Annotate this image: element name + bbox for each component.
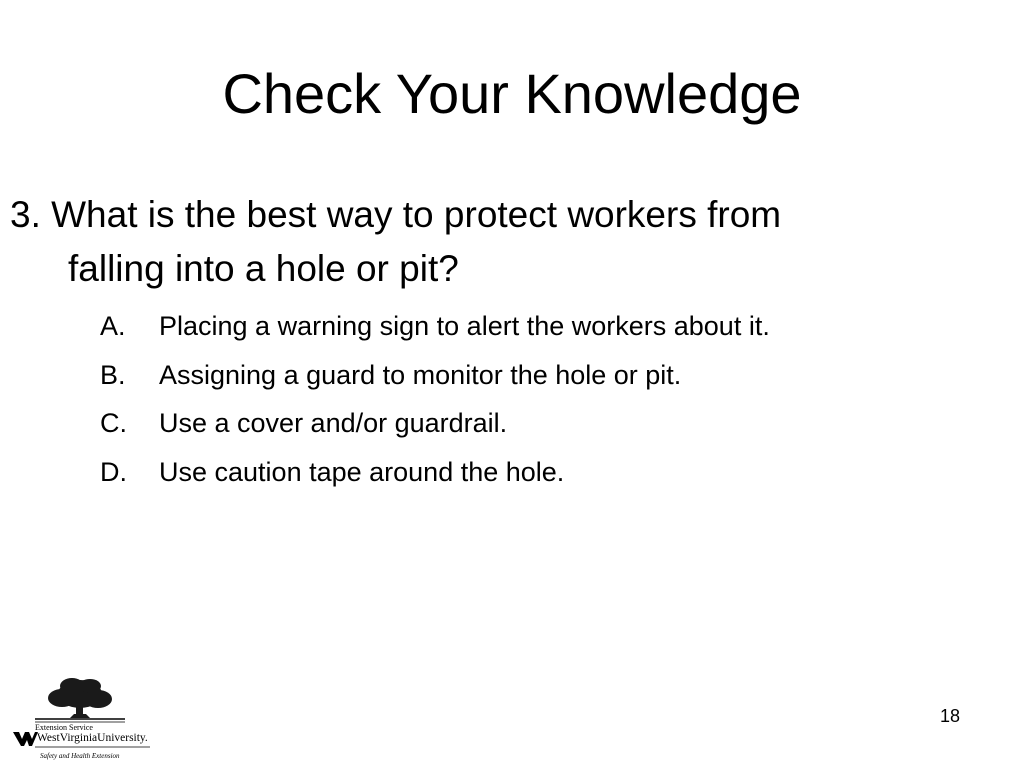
option-a: [100, 306, 770, 355]
option-text: Placing a warning sign to alert the workers about it.: [159, 311, 770, 341]
answer-options: [100, 306, 770, 500]
slide-title: Check Your Knowledge: [222, 62, 802, 125]
option-text: Use a cover and/or guardrail.: [159, 408, 508, 438]
option-text: Assigning a guard to monitor the hole or pit.: [159, 359, 682, 390]
wvu-extension-logo: [10, 674, 155, 764]
question-line-1: 3. What is the best way to protect workers from: [10, 194, 782, 235]
tree-icon: [48, 678, 112, 718]
logo-line-3: Safety and Health Extension: [40, 752, 120, 760]
option-letter: B.: [100, 359, 126, 390]
option-text: Use caution tape around the hole.: [159, 456, 565, 487]
question-text: [10, 188, 1000, 296]
logo-graphic: [10, 674, 155, 764]
question-line-2: falling into a hole or pit?: [68, 248, 459, 289]
option-c: [100, 403, 770, 452]
option-b: [100, 355, 770, 404]
logo-line-2: WestVirginiaUniversity.: [37, 732, 148, 744]
logo-line-1: Extension Service: [35, 723, 93, 732]
page-number: 18: [940, 706, 961, 726]
flying-wv-icon: [13, 732, 38, 746]
option-letter: D.: [100, 456, 127, 487]
option-d: [100, 452, 770, 501]
option-letter: A.: [100, 311, 126, 341]
option-letter: C.: [100, 408, 127, 438]
